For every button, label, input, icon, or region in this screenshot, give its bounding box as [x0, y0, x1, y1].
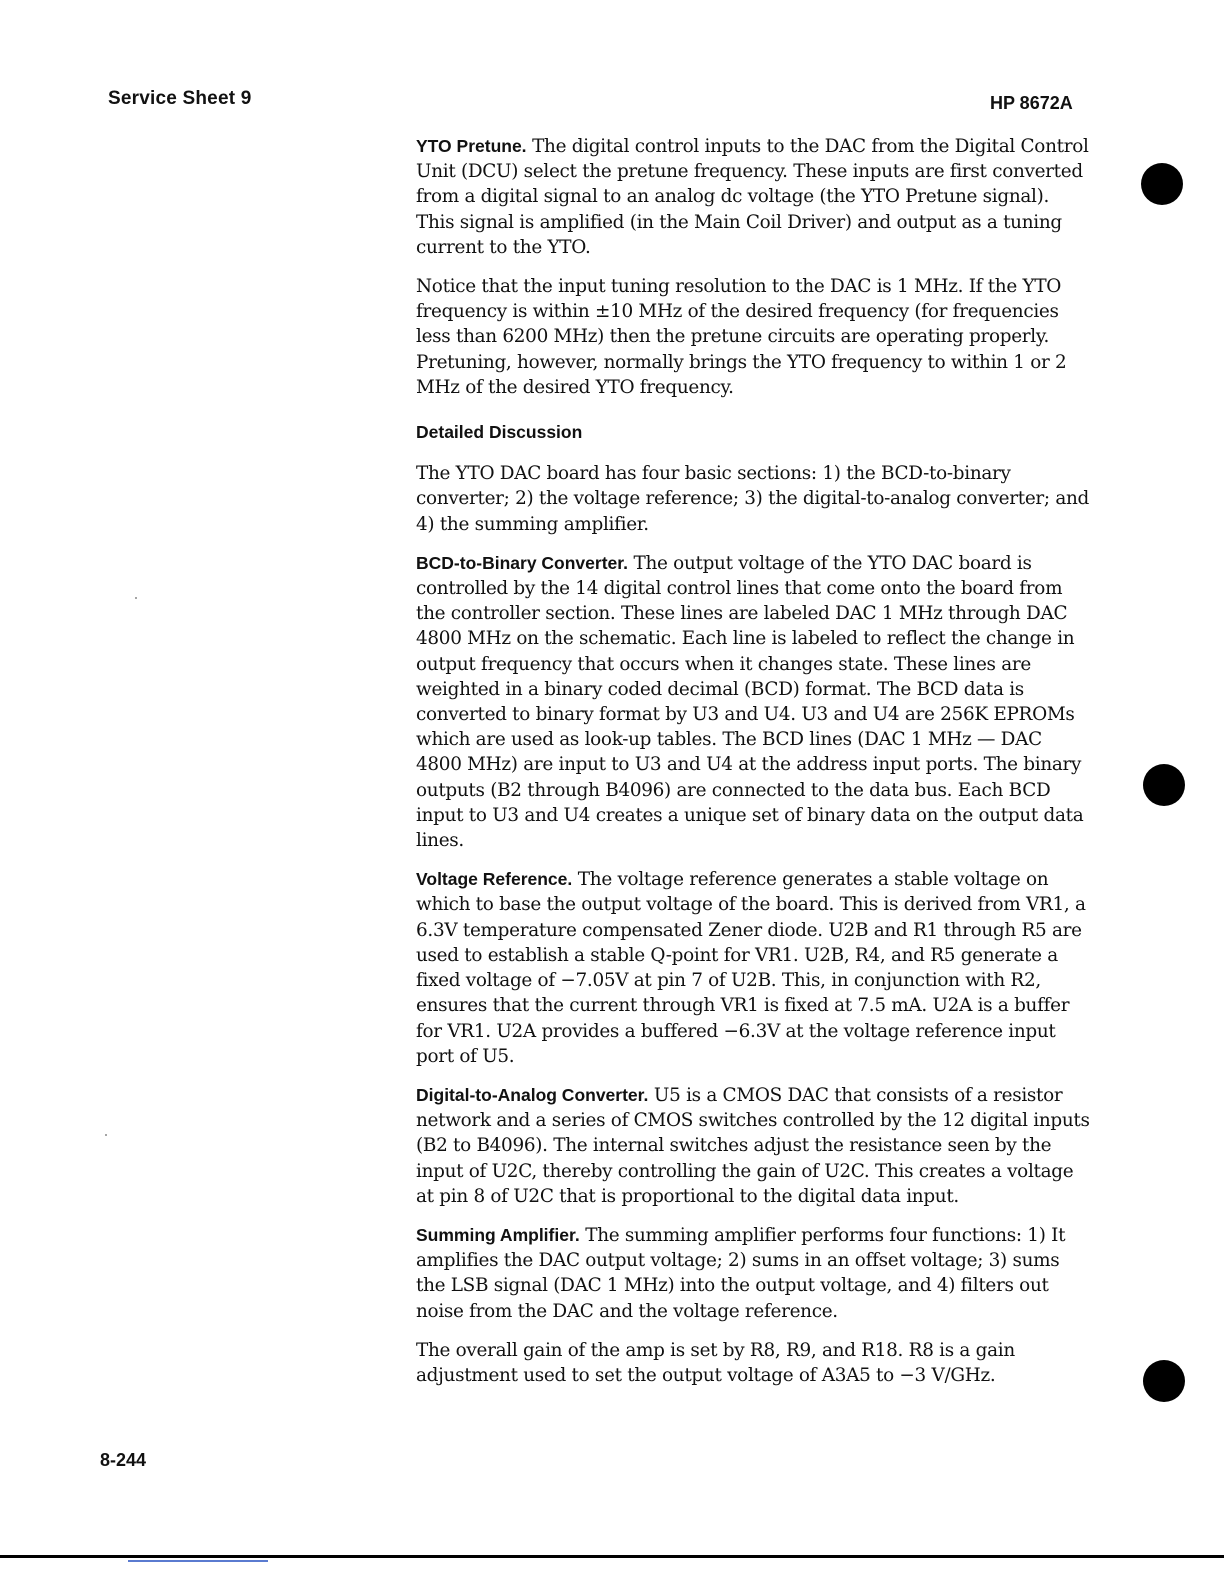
- paragraph-dac: [416, 1083, 1090, 1209]
- bottom-rule-accent: [128, 1560, 268, 1562]
- scan-speck: [105, 1134, 107, 1136]
- paragraph-text: The voltage reference generates a stable voltage on which to base the output voltage of the board. This is derived from VR1, a 6.3V temperature compensated Zener diode. U2B and R1 through R5 are used to establish a stable Q-point for VR1. U2B, R4, and R5 generate a fixed voltage of −7.05V at pin 7 of U2B. This, in conjunction with R2, ensures that the current through VR1 is fixed at 7.5 mA. U2A is a buffer for VR1. U2A provides a buffered −6.3V at the voltage reference input port of U5.: [416, 869, 1086, 1067]
- runin-heading: Summing Amplifier.: [416, 1224, 580, 1245]
- paragraph-bcd-converter: [416, 551, 1090, 853]
- punch-hole-bottom: [1143, 1360, 1185, 1402]
- punch-hole-middle: [1143, 764, 1185, 806]
- runin-heading: YTO Pretune.: [416, 136, 527, 156]
- paragraph-voltage-reference: [416, 867, 1090, 1069]
- paragraph-text: The digital control inputs to the DAC from the Digital Control Unit (DCU) select the pretune frequency. These inputs are first converted from a digital signal to an analog dc voltage (the YTO Pretune signal). This signal is amplified (in the Main Coil Driver) and output as a tuning current to the YTO.: [416, 136, 1089, 258]
- paragraph-text: The summing amplifier performs four functions: 1) It amplifies the DAC output voltage; 2) sums in an offset voltage; 3) sums the LSB signal (DAC 1 MHz) into the output voltage, and 4) filters out noise from the DAC and the voltage reference.: [416, 1224, 1066, 1322]
- punch-hole-top: [1141, 163, 1183, 205]
- paragraph-gain: The overall gain of the amp is set by R8, R9, and R18. R8 is a gain adjustment used to set the output voltage of A3A5 to −3 V/GHz.: [416, 1339, 1015, 1386]
- runin-heading: Digital-to-Analog Converter.: [416, 1084, 649, 1105]
- runin-heading: BCD-to-Binary Converter.: [416, 552, 628, 573]
- service-sheet-label: Service Sheet 9: [108, 88, 252, 109]
- scan-speck: [135, 597, 137, 599]
- page-number: 8-244: [100, 1450, 147, 1470]
- body-text: [416, 134, 1090, 1402]
- model-number: HP 8672A: [990, 93, 1073, 113]
- runin-heading: Voltage Reference.: [416, 869, 573, 890]
- paragraph-notice: Notice that the input tuning resolution to the DAC is 1 MHz. If the YTO frequency is within ±10 MHz of the desired frequency (for frequencies less than 6200 MHz) then the pretune circuits are operating properly. Pretuning, however, normally brings the YTO frequency to within 1 or 2 MHz of the desired YTO frequency.: [416, 276, 1067, 398]
- paragraph-summing-amplifier: [416, 1223, 1090, 1324]
- paragraph-text: U5 is a CMOS DAC that consists of a resistor network and a series of CMOS switches controlled by the 12 digital inputs (B2 to B4096). The internal switches adjust the resistance seen by the input of U2C, thereby controlling the gain of U2C. This creates a voltage at pin 8 of U2C that is proportional to the digital data input.: [416, 1084, 1090, 1207]
- paragraph-yto-pretune: [416, 134, 1090, 260]
- section-heading-detailed-discussion: Detailed Discussion: [416, 422, 583, 443]
- paragraph-text: The output voltage of the YTO DAC board is controlled by the 14 digital control lines that come onto the board from the controller section. These lines are labeled DAC 1 MHz through DAC 4800 MHz on the schematic. Each line is labeled to reflect the change in output frequency that occurs when it changes state. These lines are weighted in a binary coded decimal (BCD) format. The BCD data is converted to binary format by U3 and U4. U3 and U4 are 256K EPROMs which are used as look-up tables. The BCD lines (DAC 1 MHz — DAC 4800 MHz) are input to U3 and U4 at the address input ports. The binary outputs (B2 through B4096) are connected to the data bus. Each BCD input to U3 and U4 creates a unique set of binary data on the output data lines.: [416, 552, 1084, 852]
- bottom-rule: [0, 1555, 1224, 1558]
- paragraph-overview: The YTO DAC board has four basic sections: 1) the BCD-to-binary converter; 2) the voltage reference; 3) the digital-to-analog converter; and 4) the summing amplifier.: [416, 463, 1090, 535]
